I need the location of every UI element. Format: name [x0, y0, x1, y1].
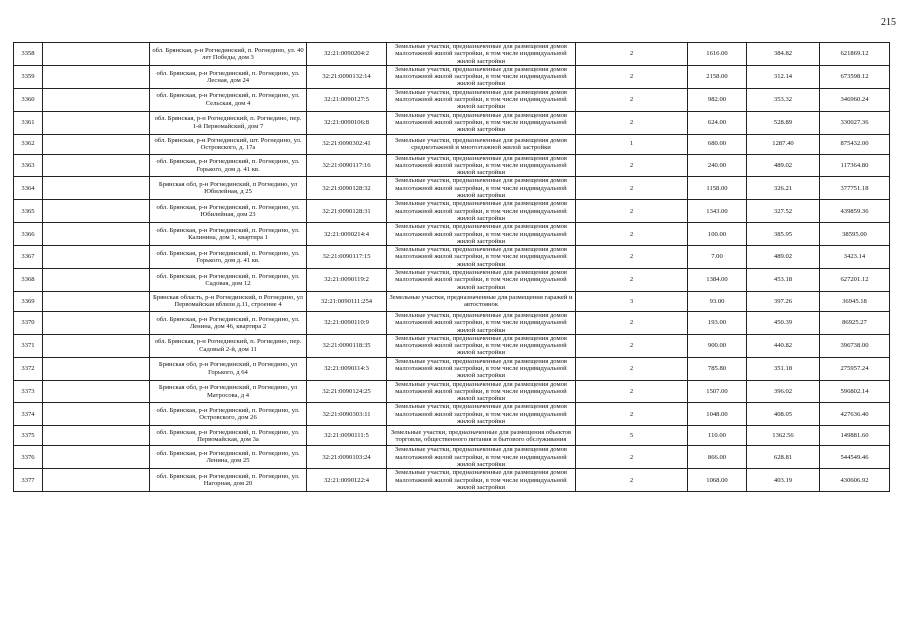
cadastral-value-cell: 430606.92 [820, 469, 890, 492]
address-cell: обл. Брянская, р-н Рогнединский, п. Рогнедино, ул. Горького, дом д. 41 кв. [150, 154, 307, 177]
area-cell: 900.00 [688, 334, 747, 357]
address-cell: обл. Брянская, р-н Рогнединский, п. Рогнедино, ул. Горького, дом д. 41 кв. [150, 246, 307, 269]
category-cell: 2 [576, 357, 688, 380]
cadastral-value-cell: 330027.36 [820, 111, 890, 134]
spacer-cell [43, 223, 150, 246]
table-row [14, 154, 890, 177]
unit-price-cell: 489.02 [747, 154, 820, 177]
unit-price-cell: 353.32 [747, 88, 820, 111]
address-cell: обл. Брянская, р-н Рогнединский, п. Рогнедино, ул. Островского, дом 26 [150, 403, 307, 426]
row-number-cell: 3359 [14, 65, 43, 88]
cadastral-value-cell: 86925.27 [820, 311, 890, 334]
row-number-cell: 3363 [14, 154, 43, 177]
row-number-cell: 3373 [14, 380, 43, 403]
row-number-cell: 3374 [14, 403, 43, 426]
area-cell: 785.80 [688, 357, 747, 380]
area-cell: 7.00 [688, 246, 747, 269]
area-cell: 1384.00 [688, 269, 747, 292]
area-cell: 100.00 [688, 223, 747, 246]
category-cell: 2 [576, 446, 688, 469]
area-cell: 1343.00 [688, 200, 747, 223]
table-row [14, 311, 890, 334]
area-cell: 866.00 [688, 446, 747, 469]
table-row [14, 43, 890, 66]
unit-price-cell: 408.05 [747, 403, 820, 426]
land-use-cell: Земельные участки, предназначенные для размещения домов малоэтажной жилой застройки, в том числе индивидуальной жилой застройки [387, 446, 576, 469]
spacer-cell [43, 446, 150, 469]
cadastral-number-cell: 32:21:0090303:11 [307, 403, 387, 426]
table-row [14, 446, 890, 469]
category-cell: 2 [576, 88, 688, 111]
cadastral-number-cell: 32:21:0090118:35 [307, 334, 387, 357]
cadastral-value-cell: 544549.46 [820, 446, 890, 469]
table-row [14, 200, 890, 223]
address-cell: Брянская обл, р-н Рогнединский, п Рогнедино, ул Матросова, д 4 [150, 380, 307, 403]
table-row [14, 134, 890, 154]
table-row [14, 269, 890, 292]
cadastral-value-cell: 117364.80 [820, 154, 890, 177]
cadastral-number-cell: 32:21:0090106:8 [307, 111, 387, 134]
unit-price-cell: 450.39 [747, 311, 820, 334]
unit-price-cell: 312.14 [747, 65, 820, 88]
row-number-cell: 3368 [14, 269, 43, 292]
address-cell: обл. Брянская, р-н Рогнединский, п. Рогнедино, ул. 40 лет Победы, дом 3 [150, 43, 307, 66]
category-cell: 2 [576, 43, 688, 66]
row-number-cell: 3370 [14, 311, 43, 334]
cadastral-number-cell: 32:21:0090103:24 [307, 446, 387, 469]
category-cell: 2 [576, 177, 688, 200]
category-cell: 2 [576, 111, 688, 134]
area-cell: 1616.00 [688, 43, 747, 66]
land-use-cell: Земельные участки, предназначенные для размещения домов малоэтажной жилой застройки, в том числе индивидуальной жилой застройки [387, 43, 576, 66]
cadastral-number-cell: 32:21:0090132:14 [307, 65, 387, 88]
address-cell: обл. Брянская, р-н Рогнединский, п. Рогнедино, ул. Юбилейная, дом 23 [150, 200, 307, 223]
table-row [14, 177, 890, 200]
area-cell: 1507.00 [688, 380, 747, 403]
category-cell: 1 [576, 134, 688, 154]
land-use-cell: Земельные участки, предназначенные для размещения гаражей и автостоянок [387, 291, 576, 311]
spacer-cell [43, 403, 150, 426]
row-number-cell: 3375 [14, 426, 43, 446]
row-number-cell: 3376 [14, 446, 43, 469]
address-cell: обл. Брянская, р-н Рогнединский, п. Рогнедино, ул. Первомайская, дом 3а [150, 426, 307, 446]
unit-price-cell: 397.26 [747, 291, 820, 311]
area-cell: 680.00 [688, 134, 747, 154]
row-number-cell: 3377 [14, 469, 43, 492]
address-cell: обл. Брянская, р-н Рогнединский, п. Рогнедино, ул. Лесная, дом 24 [150, 65, 307, 88]
category-cell: 2 [576, 269, 688, 292]
category-cell: 2 [576, 223, 688, 246]
area-cell: 982.00 [688, 88, 747, 111]
spacer-cell [43, 134, 150, 154]
unit-price-cell: 385.95 [747, 223, 820, 246]
land-use-cell: Земельные участки, предназначенные для размещения домов малоэтажной жилой застройки, в том числе индивидуальной жилой застройки [387, 403, 576, 426]
spacer-cell [43, 246, 150, 269]
unit-price-cell: 327.52 [747, 200, 820, 223]
spacer-cell [43, 200, 150, 223]
unit-price-cell: 489.02 [747, 246, 820, 269]
area-cell: 110.00 [688, 426, 747, 446]
land-use-cell: Земельные участки, предназначенные для размещения домов малоэтажной жилой застройки, в том числе индивидуальной жилой застройки [387, 380, 576, 403]
category-cell: 2 [576, 65, 688, 88]
unit-price-cell: 403.19 [747, 469, 820, 492]
category-cell: 2 [576, 154, 688, 177]
category-cell: 3 [576, 291, 688, 311]
area-cell: 93.00 [688, 291, 747, 311]
cadastral-number-cell: 32:21:0090110:9 [307, 311, 387, 334]
land-use-cell: Земельные участки, предназначенные для размещения домов малоэтажной жилой застройки, в том числе индивидуальной жилой застройки [387, 88, 576, 111]
cadastral-value-cell: 596802.14 [820, 380, 890, 403]
table-row [14, 223, 890, 246]
table-row [14, 403, 890, 426]
address-cell: обл. Брянская, р-н Рогнединский, п. Рогнедино, ул. Ленина, дом 46, квартира 2 [150, 311, 307, 334]
land-use-cell: Земельные участки, предназначенные для размещения домов малоэтажной жилой застройки, в том числе индивидуальной жилой застройки [387, 200, 576, 223]
cadastral-number-cell: 32:21:0090124:25 [307, 380, 387, 403]
spacer-cell [43, 334, 150, 357]
cadastral-number-cell: 32:21:0090128:32 [307, 177, 387, 200]
address-cell: Брянская область, р-н Рогнединский, п Рогнедино, ул Первомайская вблизи д.11, строение 4 [150, 291, 307, 311]
category-cell: 2 [576, 200, 688, 223]
cadastral-number-cell: 32:21:0090111:5 [307, 426, 387, 446]
category-cell: 2 [576, 246, 688, 269]
table-row [14, 334, 890, 357]
unit-price-cell: 326.21 [747, 177, 820, 200]
unit-price-cell: 628.81 [747, 446, 820, 469]
table-row [14, 291, 890, 311]
land-valuation-table [13, 42, 890, 492]
area-cell: 193.00 [688, 311, 747, 334]
row-number-cell: 3366 [14, 223, 43, 246]
cadastral-value-cell: 36945.18 [820, 291, 890, 311]
cadastral-number-cell: 32:21:0090117:15 [307, 246, 387, 269]
row-number-cell: 3372 [14, 357, 43, 380]
page-number: 215 [881, 17, 896, 28]
land-use-cell: Земельные участки, предназначенные для размещения домов малоэтажной жилой застройки, в том числе индивидуальной жилой застройки [387, 357, 576, 380]
cadastral-value-cell: 149881.60 [820, 426, 890, 446]
cadastral-value-cell: 275957.24 [820, 357, 890, 380]
spacer-cell [43, 469, 150, 492]
table-row [14, 65, 890, 88]
spacer-cell [43, 269, 150, 292]
cadastral-number-cell: 32:21:0090114:3 [307, 357, 387, 380]
address-cell: Брянская обл, р-н Рогнединский, п Рогнедино, ул Юбилейная, д 25 [150, 177, 307, 200]
cadastral-value-cell: 427636.40 [820, 403, 890, 426]
cadastral-number-cell: 32:21:0090117:16 [307, 154, 387, 177]
land-use-cell: Земельные участки, предназначенные для размещения домов малоэтажной жилой застройки, в том числе индивидуальной жилой застройки [387, 246, 576, 269]
cadastral-value-cell: 627201.12 [820, 269, 890, 292]
table-row [14, 357, 890, 380]
land-use-cell: Земельные участки, предназначенные для размещения домов среднеэтажной и многоэтажной жилой застройки [387, 134, 576, 154]
category-cell: 2 [576, 334, 688, 357]
land-use-cell: Земельные участки, предназначенные для размещения домов малоэтажной жилой застройки, в том числе индивидуальной жилой застройки [387, 111, 576, 134]
table-row [14, 380, 890, 403]
cadastral-value-cell: 3423.14 [820, 246, 890, 269]
cadastral-value-cell: 346960.24 [820, 88, 890, 111]
unit-price-cell: 440.82 [747, 334, 820, 357]
cadastral-value-cell: 673598.12 [820, 65, 890, 88]
table-row [14, 88, 890, 111]
unit-price-cell: 528.89 [747, 111, 820, 134]
row-number-cell: 3365 [14, 200, 43, 223]
unit-price-cell: 351.18 [747, 357, 820, 380]
cadastral-value-cell: 38595.00 [820, 223, 890, 246]
cadastral-number-cell: 32:21:0090214:4 [307, 223, 387, 246]
address-cell: обл. Брянская, р-н Рогнединский, п. Рогнедино, ул. Калинина, дом 1, квартира 1 [150, 223, 307, 246]
land-use-cell: Земельные участки, предназначенные для размещения домов малоэтажной жилой застройки, в том числе индивидуальной жилой застройки [387, 65, 576, 88]
address-cell: обл. Брянская, р-н Рогнединский, п. Рогнедино, пер. Садовый 2-й, дом 11 [150, 334, 307, 357]
table-body [14, 43, 890, 492]
address-cell: Брянская обл, р-н Рогнединский, п Рогнедино, ул Горького, д 64 [150, 357, 307, 380]
area-cell: 240.00 [688, 154, 747, 177]
land-use-cell: Земельные участки, предназначенные для размещения объектов торговли, общественного питания и бытового обслуживания [387, 426, 576, 446]
spacer-cell [43, 154, 150, 177]
unit-price-cell: 396.02 [747, 380, 820, 403]
spacer-cell [43, 43, 150, 66]
spacer-cell [43, 88, 150, 111]
spacer-cell [43, 357, 150, 380]
row-number-cell: 3361 [14, 111, 43, 134]
cadastral-value-cell: 875432.00 [820, 134, 890, 154]
row-number-cell: 3362 [14, 134, 43, 154]
category-cell: 2 [576, 403, 688, 426]
spacer-cell [43, 311, 150, 334]
area-cell: 1158.00 [688, 177, 747, 200]
table-row [14, 246, 890, 269]
cadastral-number-cell: 32:21:0090111:254 [307, 291, 387, 311]
land-use-cell: Земельные участки, предназначенные для размещения домов малоэтажной жилой застройки, в том числе индивидуальной жилой застройки [387, 311, 576, 334]
cadastral-number-cell: 32:21:0090127:5 [307, 88, 387, 111]
address-cell: обл. Брянская, р-н Рогнединский, шт. Рогнедино, ул. Островского, д. 17а [150, 134, 307, 154]
category-cell: 2 [576, 469, 688, 492]
table-row [14, 426, 890, 446]
address-cell: обл. Брянская, р-н Рогнединский, п. Рогнедино, ул. Нагорная, дом 20 [150, 469, 307, 492]
row-number-cell: 3369 [14, 291, 43, 311]
row-number-cell: 3371 [14, 334, 43, 357]
unit-price-cell: 1287.40 [747, 134, 820, 154]
land-use-cell: Земельные участки, предназначенные для размещения домов малоэтажной жилой застройки, в том числе индивидуальной жилой застройки [387, 177, 576, 200]
spacer-cell [43, 111, 150, 134]
land-use-cell: Земельные участки, предназначенные для размещения домов малоэтажной жилой застройки, в том числе индивидуальной жилой застройки [387, 154, 576, 177]
spacer-cell [43, 65, 150, 88]
cadastral-number-cell: 32:21:0090302:41 [307, 134, 387, 154]
row-number-cell: 3364 [14, 177, 43, 200]
row-number-cell: 3367 [14, 246, 43, 269]
land-use-cell: Земельные участки, предназначенные для размещения домов малоэтажной жилой застройки, в том числе индивидуальной жилой застройки [387, 469, 576, 492]
cadastral-value-cell: 377751.18 [820, 177, 890, 200]
spacer-cell [43, 426, 150, 446]
cadastral-value-cell: 439859.36 [820, 200, 890, 223]
cadastral-number-cell: 32:21:0090119:2 [307, 269, 387, 292]
cadastral-number-cell: 32:21:0090122:4 [307, 469, 387, 492]
land-use-cell: Земельные участки, предназначенные для размещения домов малоэтажной жилой застройки, в том числе индивидуальной жилой застройки [387, 223, 576, 246]
area-cell: 624.00 [688, 111, 747, 134]
cadastral-number-cell: 32:21:0090204:2 [307, 43, 387, 66]
spacer-cell [43, 291, 150, 311]
cadastral-value-cell: 621869.12 [820, 43, 890, 66]
area-cell: 1068.00 [688, 469, 747, 492]
address-cell: обл. Брянская, р-н Рогнединский, п. Рогнедино, ул. Ленина, дом 25 [150, 446, 307, 469]
unit-price-cell: 1362.56 [747, 426, 820, 446]
area-cell: 2158.00 [688, 65, 747, 88]
land-use-cell: Земельные участки, предназначенные для размещения домов малоэтажной жилой застройки, в том числе индивидуальной жилой застройки [387, 334, 576, 357]
address-cell: обл. Брянская, р-н Рогнединский, п. Рогнедино, ул. Сельская, дом 4 [150, 88, 307, 111]
address-cell: обл. Брянская, р-н Рогнединский, п. Рогнедино, пер. 1-й Первомайский, дом 7 [150, 111, 307, 134]
cadastral-number-cell: 32:21:0090128:31 [307, 200, 387, 223]
table-row [14, 469, 890, 492]
spacer-cell [43, 380, 150, 403]
category-cell: 2 [576, 380, 688, 403]
unit-price-cell: 453.18 [747, 269, 820, 292]
address-cell: обл. Брянская, р-н Рогнединский, п. Рогнедино, ул. Садовая, дом 12 [150, 269, 307, 292]
cadastral-value-cell: 396738.00 [820, 334, 890, 357]
row-number-cell: 3360 [14, 88, 43, 111]
category-cell: 2 [576, 311, 688, 334]
area-cell: 1048.00 [688, 403, 747, 426]
category-cell: 5 [576, 426, 688, 446]
spacer-cell [43, 177, 150, 200]
land-use-cell: Земельные участки, предназначенные для размещения домов малоэтажной жилой застройки, в том числе индивидуальной жилой застройки [387, 269, 576, 292]
row-number-cell: 3358 [14, 43, 43, 66]
unit-price-cell: 384.82 [747, 43, 820, 66]
table-row [14, 111, 890, 134]
